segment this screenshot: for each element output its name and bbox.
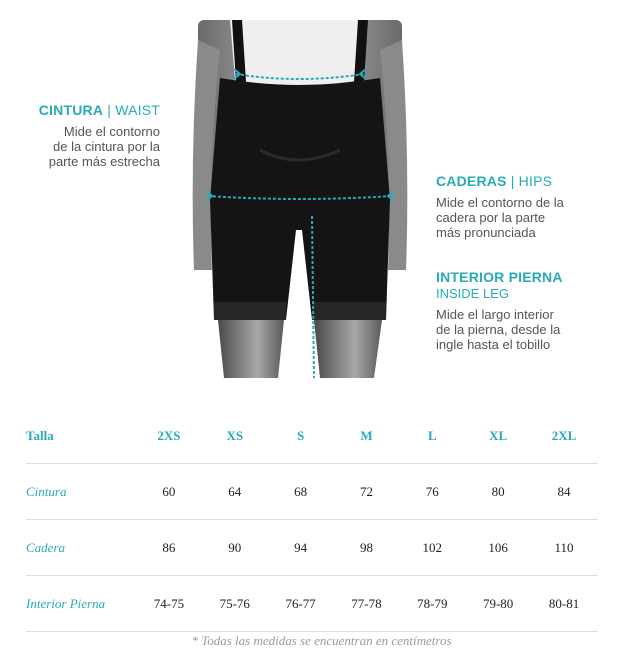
header-size: S — [296, 427, 305, 443]
table-cell: 84 — [531, 464, 597, 520]
hips-title-en: HIPS — [518, 173, 553, 189]
size-table-header — [26, 408, 597, 464]
header-talla: Talla — [26, 427, 54, 443]
waist-title-sep: | — [107, 102, 112, 118]
hips-title — [436, 174, 616, 189]
table-cell: 64 — [202, 464, 268, 520]
inside-leg-title-es: INTERIOR PIERNA — [436, 269, 563, 285]
table-cell: 68 — [268, 464, 334, 520]
table-cell: 80 — [465, 464, 531, 520]
hips-label — [436, 174, 616, 240]
table-cell: 102 — [399, 520, 465, 576]
right-gripper — [312, 302, 386, 320]
waist-title — [20, 103, 160, 118]
table-cell: 77-78 — [334, 576, 400, 632]
inside-leg-title-en: INSIDE LEG — [436, 286, 509, 301]
table-cell: 80-81 — [531, 576, 597, 632]
header-size: L — [427, 427, 437, 443]
undershirt — [230, 20, 365, 85]
table-cell: 75-76 — [202, 576, 268, 632]
left-gripper — [214, 302, 286, 320]
table-cell: 76-77 — [268, 576, 334, 632]
product-figure — [190, 20, 410, 378]
header-size: M — [360, 427, 373, 443]
table-row-cadera — [26, 520, 597, 576]
table-cell: 76 — [399, 464, 465, 520]
inside-leg-description: Mide el largo interior de la pierna, desde la ingle hasta el tobillo — [436, 307, 561, 352]
hips-title-sep: | — [510, 173, 515, 189]
footnote: * Todas las medidas se encuentran en centímetros — [191, 633, 452, 648]
left-leg — [218, 320, 284, 378]
inside-leg-label — [436, 270, 616, 352]
bib-shorts-illustration — [190, 20, 410, 378]
row-label: Cintura — [26, 464, 136, 520]
table-cell: 94 — [268, 520, 334, 576]
right-leg — [314, 320, 382, 378]
table-cell: 79-80 — [465, 576, 531, 632]
waist-label — [20, 103, 160, 169]
table-cell: 72 — [334, 464, 400, 520]
table-cell: 60 — [136, 464, 202, 520]
row-label: Interior Pierna — [26, 576, 136, 632]
table-row-interior-pierna — [26, 576, 597, 632]
header-size: XS — [226, 427, 244, 443]
header-size: XL — [489, 427, 508, 443]
table-cell: 110 — [531, 520, 597, 576]
table-cell: 90 — [202, 520, 268, 576]
waist-description: Mide el contorno de la cintura por la parte más estrecha — [48, 124, 160, 169]
hips-description: Mide el contorno de la cadera por la parte más pronunciada — [436, 195, 564, 240]
waist-title-es: CINTURA — [38, 102, 104, 118]
size-table — [26, 408, 597, 632]
row-label: Cadera — [26, 520, 136, 576]
table-row-cintura — [26, 464, 597, 520]
inside-leg-title — [436, 270, 616, 285]
waist-title-en: WAIST — [115, 102, 160, 118]
header-size: 2XS — [157, 427, 181, 443]
hips-title-es: CADERAS — [436, 173, 507, 189]
table-cell: 74-75 — [136, 576, 202, 632]
table-cell: 106 — [465, 520, 531, 576]
header-size: 2XL — [551, 427, 577, 443]
table-cell: 78-79 — [399, 576, 465, 632]
table-cell: 98 — [334, 520, 400, 576]
table-cell: 86 — [136, 520, 202, 576]
